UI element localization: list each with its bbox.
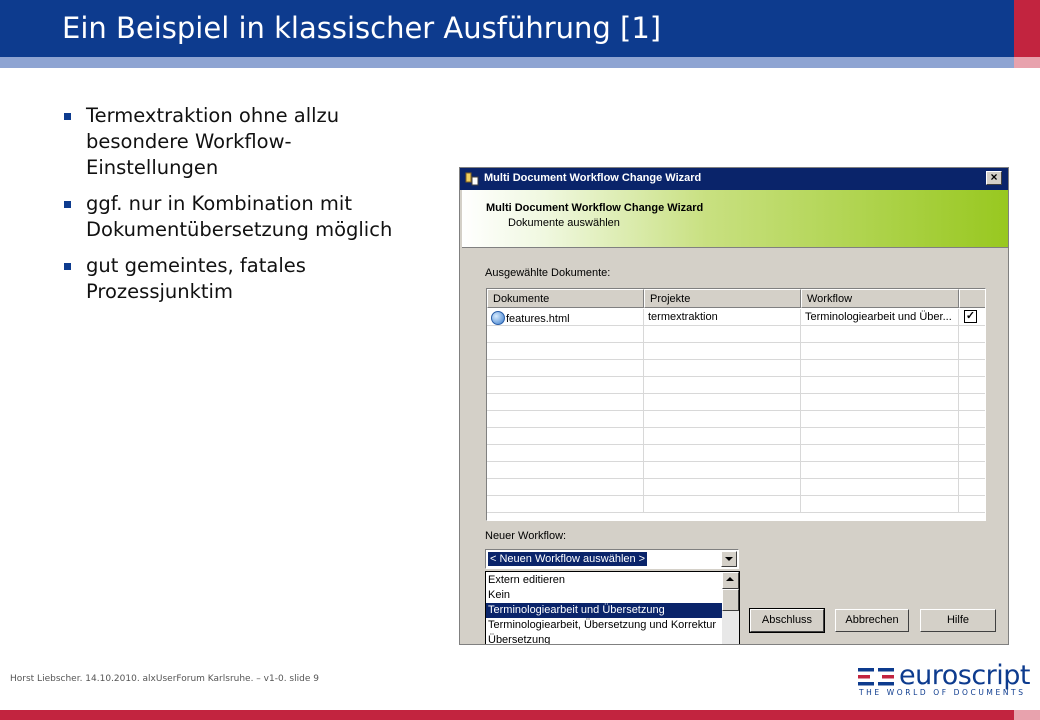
table-row-empty <box>487 326 986 343</box>
accent-block-top <box>1014 0 1040 57</box>
wizard-header <box>462 190 1008 248</box>
bullet-square-icon <box>64 263 71 270</box>
table-row-empty <box>487 377 986 394</box>
html-document-icon <box>491 311 505 325</box>
workflow-option[interactable]: Kein <box>488 589 511 601</box>
workflow-option-highlighted[interactable]: Terminologiearbeit und Übersetzung <box>486 603 724 618</box>
finish-button[interactable]: Abschluss <box>750 609 824 632</box>
table-row-empty <box>487 496 986 513</box>
close-icon[interactable]: × <box>986 171 1002 185</box>
slide-footer: Horst Liebscher. 14.10.2010. alxUserForum Karlsruhe. – v1-0. slide 9 <box>10 674 319 684</box>
workflow-option[interactable]: Terminologiearbeit, Übersetzung und Korrektur <box>488 619 717 631</box>
selected-docs-label: Ausgewählte Dokumente: <box>485 267 611 279</box>
table-row-empty <box>487 445 986 462</box>
document-name: features.html <box>506 313 570 325</box>
column-header-check[interactable] <box>959 289 986 308</box>
window-titlebar[interactable] <box>460 168 1008 190</box>
window-title: Multi Document Workflow Change Wizard <box>484 172 702 184</box>
wizard-window <box>459 167 1009 645</box>
slide-title: Ein Beispiel in klassischer Ausführung [1] <box>62 11 662 45</box>
bottom-bar <box>0 710 1040 720</box>
cancel-button[interactable]: Abbrechen <box>835 609 909 632</box>
workflow-option[interactable]: Extern editieren <box>488 574 566 586</box>
dropdown-scrollbar[interactable] <box>722 572 739 645</box>
table-row-empty <box>487 462 986 479</box>
bullet-item <box>62 253 422 305</box>
wizard-header-title: Multi Document Workflow Change Wizard <box>486 202 704 214</box>
bullet-item <box>62 191 422 243</box>
new-workflow-label: Neuer Workflow: <box>485 530 567 542</box>
title-stripe <box>0 57 1014 68</box>
workflow-select-value: < Neuen Workflow auswählen > <box>490 553 646 565</box>
workflow-select[interactable] <box>485 549 739 569</box>
table-header <box>487 289 986 308</box>
bullet-text: Termextraktion ohne allzu besondere Workflow-Einstellungen <box>86 104 340 179</box>
workflow-dropdown-list[interactable] <box>485 571 740 645</box>
bullet-square-icon <box>64 201 71 208</box>
table-row-empty <box>487 479 986 496</box>
cell-document <box>487 309 644 326</box>
dropdown-arrow-icon[interactable] <box>721 551 737 567</box>
table-row-empty <box>487 428 986 445</box>
checkbox-icon[interactable]: ✓ <box>965 310 976 322</box>
table-row-empty <box>487 411 986 428</box>
cell-check <box>959 309 986 326</box>
euroscript-logo <box>857 660 1030 699</box>
bullet-text: gut gemeintes, fatales Prozessjunktim <box>86 254 306 303</box>
cell-workflow: Terminologiearbeit und Über... <box>801 309 959 326</box>
cell-project: termextraktion <box>644 309 801 326</box>
slide-title-bar <box>0 0 1014 57</box>
bullet-item <box>62 103 422 181</box>
table-row-empty <box>487 394 986 411</box>
workflow-option[interactable]: Übersetzung <box>488 634 551 645</box>
table-row-empty <box>487 360 986 377</box>
euroscript-logo-icon <box>857 666 897 688</box>
table-row[interactable] <box>487 309 986 326</box>
bullet-list <box>62 103 422 315</box>
app-icon <box>464 171 480 187</box>
logo-tagline: THE WORLD OF DOCUMENTS <box>859 688 1026 697</box>
column-header-workflow[interactable]: Workflow <box>801 289 959 308</box>
table-row-empty <box>487 343 986 360</box>
bullet-square-icon <box>64 113 71 120</box>
bullet-text: ggf. nur in Kombination mit Dokumentübersetzung möglich <box>86 192 393 241</box>
column-header-documents[interactable]: Dokumente <box>487 289 644 308</box>
logo-wordmark: euroscript <box>899 660 1030 691</box>
bottom-accent <box>1014 710 1040 720</box>
wizard-header-subtitle: Dokumente auswählen <box>508 217 620 229</box>
help-button[interactable]: Hilfe <box>920 609 996 632</box>
accent-block-mid <box>1014 57 1040 68</box>
scrollbar-thumb[interactable] <box>722 589 739 611</box>
column-header-projects[interactable]: Projekte <box>644 289 801 308</box>
scroll-up-icon[interactable] <box>722 572 739 589</box>
documents-table <box>486 288 986 521</box>
